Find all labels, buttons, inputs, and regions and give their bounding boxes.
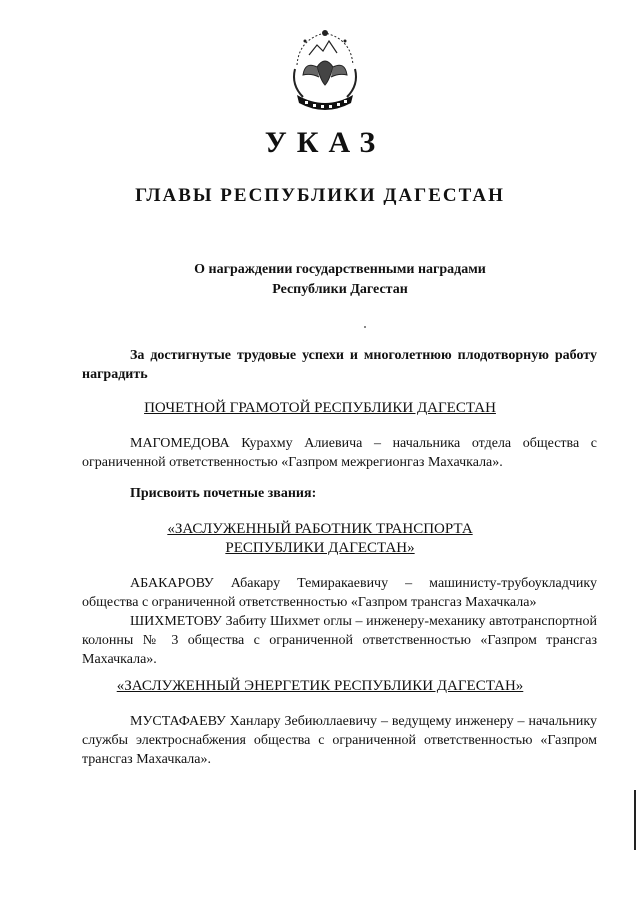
award-energy-title: «ЗАСЛУЖЕННЫЙ ЭНЕРГЕТИК РЕСПУБЛИКИ ДАГЕСТАН» <box>116 678 524 694</box>
award-2-recipient-2: ШИХМЕТОВУ Забиту Шихмет оглы – инженеру-механику автотранспортной колонны № 3 общества с ограниченной ответственностью «Газпром трансгаз Махачкала». <box>82 614 597 667</box>
issuer-title: ГЛАВЫ РЕСПУБЛИКИ ДАГЕСТАН <box>135 185 505 206</box>
coat-of-arms-icon <box>283 25 367 113</box>
assign-titles-label: Присвоить почетные звания: <box>130 486 317 501</box>
award-transport-title-line-1: «ЗАСЛУЖЕННЫЙ РАБОТНИК ТРАНСПОРТА <box>167 521 473 537</box>
scan-speck <box>364 326 366 328</box>
award-2-recipient-1: АБАКАРОВУ Абакару Темиракаевичу – машинисту-трубоукладчику общества с ограниченной ответственностью «Газпром трансгаз Махачкала» <box>82 576 597 610</box>
scan-edge-mark <box>634 790 636 850</box>
subject-line-2: Республики Дагестан <box>272 282 408 297</box>
document-type-title: УКАЗ <box>264 126 386 159</box>
intro-paragraph: За достигнутые трудовые успехи и многолетнюю плодотворную работу наградить <box>82 348 597 382</box>
award-transport-title <box>0 520 640 558</box>
award-honorary-certificate-title: ПОЧЕТНОЙ ГРАМОТОЙ РЕСПУБЛИКИ ДАГЕСТАН <box>144 400 496 416</box>
subject-line-1: О награждении государственными наградами <box>194 262 486 277</box>
decree-subject <box>160 260 520 300</box>
award-1-recipient: МАГОМЕДОВА Курахму Алиевича – начальника отдела общества с ограниченной ответственностью «Газпром межрегионгаз Махачкала». <box>82 436 597 470</box>
award-3-recipient: МУСТАФАЕВУ Ханлару Зебиюллаевичу – ведущему инженеру – начальнику службы электроснабжения общества с ограниченной ответственностью «Газпром трансгаз Махачкала». <box>82 714 597 767</box>
award-transport-title-line-2: РЕСПУБЛИКИ ДАГЕСТАН» <box>225 540 415 556</box>
